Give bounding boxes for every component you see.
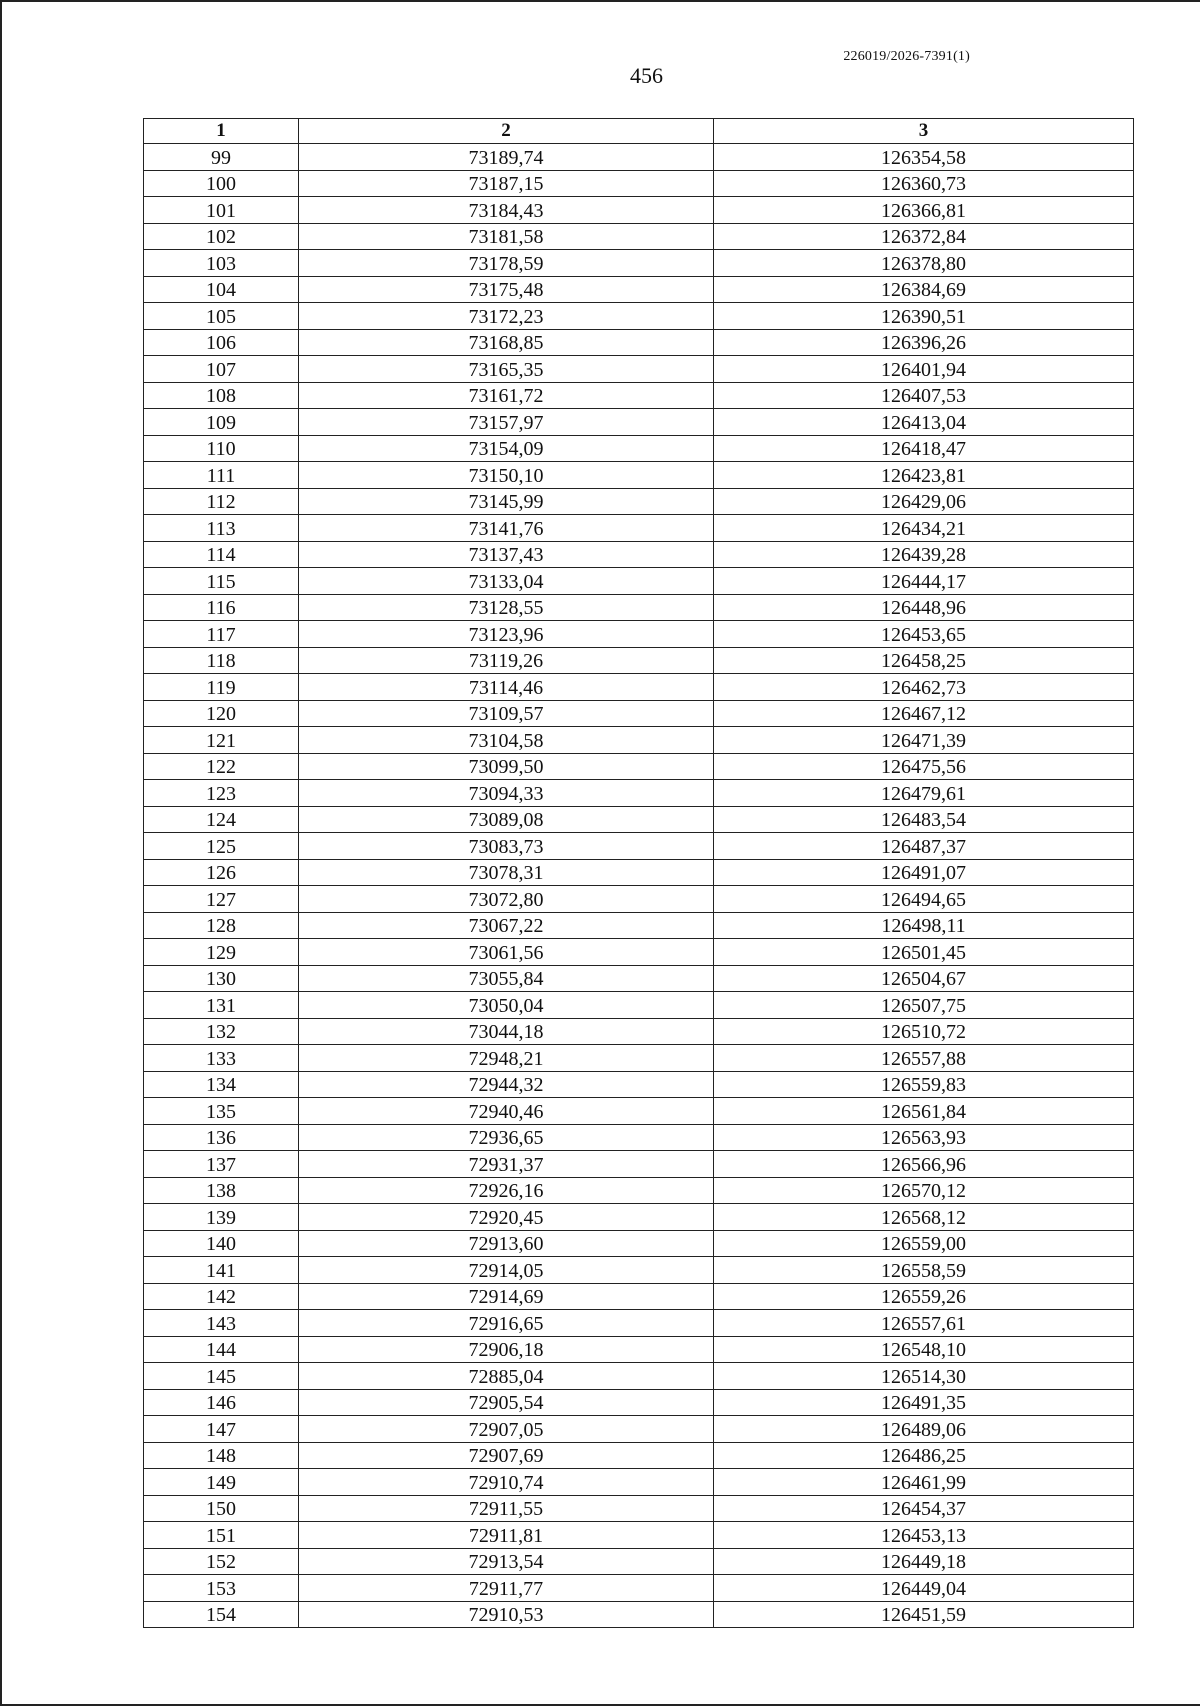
table-row bbox=[144, 1310, 1134, 1337]
point-number-cell: 154 bbox=[144, 1601, 299, 1628]
point-number-cell: 135 bbox=[144, 1098, 299, 1125]
header-row bbox=[144, 119, 1134, 144]
table-row bbox=[144, 1124, 1134, 1151]
table-row bbox=[144, 1283, 1134, 1310]
y-coordinate-cell: 126372,84 bbox=[714, 223, 1134, 250]
y-coordinate-cell: 126557,88 bbox=[714, 1045, 1134, 1072]
x-coordinate-cell: 72907,05 bbox=[299, 1416, 714, 1443]
y-coordinate-cell: 126423,81 bbox=[714, 462, 1134, 489]
y-coordinate-cell: 126491,35 bbox=[714, 1389, 1134, 1416]
point-number-cell: 146 bbox=[144, 1389, 299, 1416]
x-coordinate-cell: 73172,23 bbox=[299, 303, 714, 330]
x-coordinate-cell: 73187,15 bbox=[299, 170, 714, 197]
y-coordinate-cell: 126507,75 bbox=[714, 992, 1134, 1019]
x-coordinate-cell: 73165,35 bbox=[299, 356, 714, 383]
table-row bbox=[144, 1045, 1134, 1072]
point-number-cell: 133 bbox=[144, 1045, 299, 1072]
point-number-cell: 139 bbox=[144, 1204, 299, 1231]
point-number-cell: 113 bbox=[144, 515, 299, 542]
table-row bbox=[144, 859, 1134, 886]
point-number-cell: 121 bbox=[144, 727, 299, 754]
x-coordinate-cell: 73109,57 bbox=[299, 700, 714, 727]
point-number-cell: 120 bbox=[144, 700, 299, 727]
point-number-cell: 118 bbox=[144, 647, 299, 674]
table-row bbox=[144, 170, 1134, 197]
y-coordinate-cell: 126449,18 bbox=[714, 1548, 1134, 1575]
x-coordinate-cell: 72911,81 bbox=[299, 1522, 714, 1549]
point-number-cell: 106 bbox=[144, 329, 299, 356]
table-row bbox=[144, 1416, 1134, 1443]
y-coordinate-cell: 126360,73 bbox=[714, 170, 1134, 197]
y-coordinate-cell: 126451,59 bbox=[714, 1601, 1134, 1628]
point-number-cell: 148 bbox=[144, 1442, 299, 1469]
x-coordinate-cell: 72907,69 bbox=[299, 1442, 714, 1469]
point-number-cell: 141 bbox=[144, 1257, 299, 1284]
table-row bbox=[144, 780, 1134, 807]
point-number-cell: 124 bbox=[144, 806, 299, 833]
y-coordinate-cell: 126366,81 bbox=[714, 197, 1134, 224]
table-row bbox=[144, 1151, 1134, 1178]
y-coordinate-cell: 126475,56 bbox=[714, 753, 1134, 780]
point-number-cell: 108 bbox=[144, 382, 299, 409]
point-number-cell: 111 bbox=[144, 462, 299, 489]
y-coordinate-cell: 126563,93 bbox=[714, 1124, 1134, 1151]
x-coordinate-cell: 72944,32 bbox=[299, 1071, 714, 1098]
table-row bbox=[144, 1230, 1134, 1257]
table-row bbox=[144, 382, 1134, 409]
point-number-cell: 115 bbox=[144, 568, 299, 595]
x-coordinate-cell: 73141,76 bbox=[299, 515, 714, 542]
x-coordinate-cell: 72948,21 bbox=[299, 1045, 714, 1072]
y-coordinate-cell: 126557,61 bbox=[714, 1310, 1134, 1337]
x-coordinate-cell: 72911,77 bbox=[299, 1575, 714, 1602]
point-number-cell: 147 bbox=[144, 1416, 299, 1443]
table-row bbox=[144, 753, 1134, 780]
point-number-cell: 109 bbox=[144, 409, 299, 436]
y-coordinate-cell: 126429,06 bbox=[714, 488, 1134, 515]
point-number-cell: 142 bbox=[144, 1283, 299, 1310]
point-number-cell: 134 bbox=[144, 1071, 299, 1098]
table-row bbox=[144, 409, 1134, 436]
table-row bbox=[144, 1177, 1134, 1204]
x-coordinate-cell: 72910,53 bbox=[299, 1601, 714, 1628]
table-row bbox=[144, 250, 1134, 277]
table-row bbox=[144, 197, 1134, 224]
x-coordinate-cell: 73123,96 bbox=[299, 621, 714, 648]
y-coordinate-cell: 126559,26 bbox=[714, 1283, 1134, 1310]
y-coordinate-cell: 126486,25 bbox=[714, 1442, 1134, 1469]
table-row bbox=[144, 965, 1134, 992]
y-coordinate-cell: 126570,12 bbox=[714, 1177, 1134, 1204]
point-number-cell: 136 bbox=[144, 1124, 299, 1151]
x-coordinate-cell: 72905,54 bbox=[299, 1389, 714, 1416]
y-coordinate-cell: 126566,96 bbox=[714, 1151, 1134, 1178]
point-number-cell: 150 bbox=[144, 1495, 299, 1522]
y-coordinate-cell: 126418,47 bbox=[714, 435, 1134, 462]
x-coordinate-cell: 73157,97 bbox=[299, 409, 714, 436]
y-coordinate-cell: 126471,39 bbox=[714, 727, 1134, 754]
point-number-cell: 101 bbox=[144, 197, 299, 224]
y-coordinate-cell: 126510,72 bbox=[714, 1018, 1134, 1045]
y-coordinate-cell: 126479,61 bbox=[714, 780, 1134, 807]
y-coordinate-cell: 126453,13 bbox=[714, 1522, 1134, 1549]
y-coordinate-cell: 126384,69 bbox=[714, 276, 1134, 303]
table-row bbox=[144, 356, 1134, 383]
y-coordinate-cell: 126407,53 bbox=[714, 382, 1134, 409]
x-coordinate-cell: 72910,74 bbox=[299, 1469, 714, 1496]
point-number-cell: 152 bbox=[144, 1548, 299, 1575]
y-coordinate-cell: 126498,11 bbox=[714, 912, 1134, 939]
x-coordinate-cell: 73150,10 bbox=[299, 462, 714, 489]
table-row bbox=[144, 700, 1134, 727]
point-number-cell: 144 bbox=[144, 1336, 299, 1363]
y-coordinate-cell: 126548,10 bbox=[714, 1336, 1134, 1363]
x-coordinate-cell: 72913,60 bbox=[299, 1230, 714, 1257]
point-number-cell: 112 bbox=[144, 488, 299, 515]
point-number-cell: 143 bbox=[144, 1310, 299, 1337]
x-coordinate-cell: 73184,43 bbox=[299, 197, 714, 224]
table-body bbox=[144, 144, 1134, 1628]
point-number-cell: 153 bbox=[144, 1575, 299, 1602]
y-coordinate-cell: 126454,37 bbox=[714, 1495, 1134, 1522]
x-coordinate-cell: 73078,31 bbox=[299, 859, 714, 886]
table-row bbox=[144, 303, 1134, 330]
table-row bbox=[144, 276, 1134, 303]
x-coordinate-cell: 72911,55 bbox=[299, 1495, 714, 1522]
point-number-cell: 127 bbox=[144, 886, 299, 913]
point-number-cell: 129 bbox=[144, 939, 299, 966]
point-number-cell: 119 bbox=[144, 674, 299, 701]
y-coordinate-cell: 126462,73 bbox=[714, 674, 1134, 701]
y-coordinate-cell: 126559,83 bbox=[714, 1071, 1134, 1098]
x-coordinate-cell: 72916,65 bbox=[299, 1310, 714, 1337]
coordinates-table bbox=[143, 118, 1134, 1628]
x-coordinate-cell: 72906,18 bbox=[299, 1336, 714, 1363]
point-number-cell: 103 bbox=[144, 250, 299, 277]
page-number: 456 bbox=[630, 63, 663, 88]
table-row bbox=[144, 594, 1134, 621]
table-row bbox=[144, 1548, 1134, 1575]
x-coordinate-cell: 73083,73 bbox=[299, 833, 714, 860]
y-coordinate-cell: 126453,65 bbox=[714, 621, 1134, 648]
point-number-cell: 117 bbox=[144, 621, 299, 648]
y-coordinate-cell: 126448,96 bbox=[714, 594, 1134, 621]
point-number-cell: 114 bbox=[144, 541, 299, 568]
table-row bbox=[144, 144, 1134, 171]
x-coordinate-cell: 73099,50 bbox=[299, 753, 714, 780]
x-coordinate-cell: 73175,48 bbox=[299, 276, 714, 303]
y-coordinate-cell: 126491,07 bbox=[714, 859, 1134, 886]
point-number-cell: 140 bbox=[144, 1230, 299, 1257]
x-coordinate-cell: 72914,05 bbox=[299, 1257, 714, 1284]
table-row bbox=[144, 462, 1134, 489]
point-number-cell: 116 bbox=[144, 594, 299, 621]
y-coordinate-cell: 126558,59 bbox=[714, 1257, 1134, 1284]
point-number-cell: 137 bbox=[144, 1151, 299, 1178]
point-number-cell: 107 bbox=[144, 356, 299, 383]
x-coordinate-cell: 72940,46 bbox=[299, 1098, 714, 1125]
point-number-cell: 123 bbox=[144, 780, 299, 807]
point-number-cell: 151 bbox=[144, 1522, 299, 1549]
point-number-cell: 149 bbox=[144, 1469, 299, 1496]
table-row bbox=[144, 939, 1134, 966]
point-number-cell: 104 bbox=[144, 276, 299, 303]
table-row bbox=[144, 621, 1134, 648]
x-coordinate-cell: 72885,04 bbox=[299, 1363, 714, 1390]
point-number-cell: 132 bbox=[144, 1018, 299, 1045]
x-coordinate-cell: 73154,09 bbox=[299, 435, 714, 462]
table-row bbox=[144, 1601, 1134, 1628]
x-coordinate-cell: 73128,55 bbox=[299, 594, 714, 621]
x-coordinate-cell: 73178,59 bbox=[299, 250, 714, 277]
y-coordinate-cell: 126401,94 bbox=[714, 356, 1134, 383]
y-coordinate-cell: 126561,84 bbox=[714, 1098, 1134, 1125]
y-coordinate-cell: 126378,80 bbox=[714, 250, 1134, 277]
x-coordinate-cell: 73104,58 bbox=[299, 727, 714, 754]
point-number-cell: 102 bbox=[144, 223, 299, 250]
table-row bbox=[144, 1098, 1134, 1125]
table-row bbox=[144, 223, 1134, 250]
table-row bbox=[144, 541, 1134, 568]
y-coordinate-cell: 126501,45 bbox=[714, 939, 1134, 966]
table-row bbox=[144, 1522, 1134, 1549]
table-row bbox=[144, 1204, 1134, 1231]
table-row bbox=[144, 1389, 1134, 1416]
table-row bbox=[144, 1336, 1134, 1363]
table-row bbox=[144, 1495, 1134, 1522]
table-row bbox=[144, 435, 1134, 462]
y-coordinate-cell: 126396,26 bbox=[714, 329, 1134, 356]
y-coordinate-cell: 126559,00 bbox=[714, 1230, 1134, 1257]
column-header-2: 2 bbox=[299, 119, 714, 144]
table-row bbox=[144, 674, 1134, 701]
x-coordinate-cell: 73145,99 bbox=[299, 488, 714, 515]
column-header-3: 3 bbox=[714, 119, 1134, 144]
table-row bbox=[144, 1363, 1134, 1390]
document-reference: 226019/2026-7391(1) bbox=[843, 49, 970, 64]
column-header-1: 1 bbox=[144, 119, 299, 144]
table-row bbox=[144, 912, 1134, 939]
x-coordinate-cell: 73114,46 bbox=[299, 674, 714, 701]
table-header bbox=[144, 119, 1134, 144]
x-coordinate-cell: 72914,69 bbox=[299, 1283, 714, 1310]
table-row bbox=[144, 992, 1134, 1019]
point-number-cell: 128 bbox=[144, 912, 299, 939]
y-coordinate-cell: 126439,28 bbox=[714, 541, 1134, 568]
table-row bbox=[144, 1071, 1134, 1098]
table-row bbox=[144, 1575, 1134, 1602]
table-row bbox=[144, 806, 1134, 833]
table-row bbox=[144, 727, 1134, 754]
point-number-cell: 138 bbox=[144, 1177, 299, 1204]
table-row bbox=[144, 329, 1134, 356]
x-coordinate-cell: 73061,56 bbox=[299, 939, 714, 966]
table-row bbox=[144, 647, 1134, 674]
point-number-cell: 131 bbox=[144, 992, 299, 1019]
y-coordinate-cell: 126483,54 bbox=[714, 806, 1134, 833]
x-coordinate-cell: 72913,54 bbox=[299, 1548, 714, 1575]
point-number-cell: 145 bbox=[144, 1363, 299, 1390]
y-coordinate-cell: 126461,99 bbox=[714, 1469, 1134, 1496]
y-coordinate-cell: 126390,51 bbox=[714, 303, 1134, 330]
table-row bbox=[144, 1018, 1134, 1045]
x-coordinate-cell: 73089,08 bbox=[299, 806, 714, 833]
table-row bbox=[144, 1469, 1134, 1496]
point-number-cell: 99 bbox=[144, 144, 299, 171]
y-coordinate-cell: 126413,04 bbox=[714, 409, 1134, 436]
point-number-cell: 122 bbox=[144, 753, 299, 780]
x-coordinate-cell: 73161,72 bbox=[299, 382, 714, 409]
y-coordinate-cell: 126458,25 bbox=[714, 647, 1134, 674]
table-row bbox=[144, 833, 1134, 860]
x-coordinate-cell: 72936,65 bbox=[299, 1124, 714, 1151]
x-coordinate-cell: 73072,80 bbox=[299, 886, 714, 913]
y-coordinate-cell: 126487,37 bbox=[714, 833, 1134, 860]
x-coordinate-cell: 72926,16 bbox=[299, 1177, 714, 1204]
x-coordinate-cell: 73189,74 bbox=[299, 144, 714, 171]
point-number-cell: 110 bbox=[144, 435, 299, 462]
point-number-cell: 130 bbox=[144, 965, 299, 992]
point-number-cell: 100 bbox=[144, 170, 299, 197]
x-coordinate-cell: 73137,43 bbox=[299, 541, 714, 568]
point-number-cell: 126 bbox=[144, 859, 299, 886]
y-coordinate-cell: 126494,65 bbox=[714, 886, 1134, 913]
x-coordinate-cell: 73119,26 bbox=[299, 647, 714, 674]
table-row bbox=[144, 515, 1134, 542]
scan-edge-top bbox=[0, 0, 1200, 2]
x-coordinate-cell: 73067,22 bbox=[299, 912, 714, 939]
y-coordinate-cell: 126467,12 bbox=[714, 700, 1134, 727]
y-coordinate-cell: 126354,58 bbox=[714, 144, 1134, 171]
y-coordinate-cell: 126504,67 bbox=[714, 965, 1134, 992]
table-row bbox=[144, 568, 1134, 595]
table-row bbox=[144, 1257, 1134, 1284]
x-coordinate-cell: 73044,18 bbox=[299, 1018, 714, 1045]
point-number-cell: 125 bbox=[144, 833, 299, 860]
scan-edge-left bbox=[0, 0, 2, 1706]
x-coordinate-cell: 72920,45 bbox=[299, 1204, 714, 1231]
y-coordinate-cell: 126489,06 bbox=[714, 1416, 1134, 1443]
x-coordinate-cell: 73055,84 bbox=[299, 965, 714, 992]
y-coordinate-cell: 126449,04 bbox=[714, 1575, 1134, 1602]
x-coordinate-cell: 73050,04 bbox=[299, 992, 714, 1019]
x-coordinate-cell: 73168,85 bbox=[299, 329, 714, 356]
table-row bbox=[144, 488, 1134, 515]
x-coordinate-cell: 73181,58 bbox=[299, 223, 714, 250]
x-coordinate-cell: 73094,33 bbox=[299, 780, 714, 807]
x-coordinate-cell: 73133,04 bbox=[299, 568, 714, 595]
point-number-cell: 105 bbox=[144, 303, 299, 330]
table-row bbox=[144, 1442, 1134, 1469]
table-row bbox=[144, 886, 1134, 913]
y-coordinate-cell: 126568,12 bbox=[714, 1204, 1134, 1231]
y-coordinate-cell: 126514,30 bbox=[714, 1363, 1134, 1390]
y-coordinate-cell: 126444,17 bbox=[714, 568, 1134, 595]
y-coordinate-cell: 126434,21 bbox=[714, 515, 1134, 542]
x-coordinate-cell: 72931,37 bbox=[299, 1151, 714, 1178]
